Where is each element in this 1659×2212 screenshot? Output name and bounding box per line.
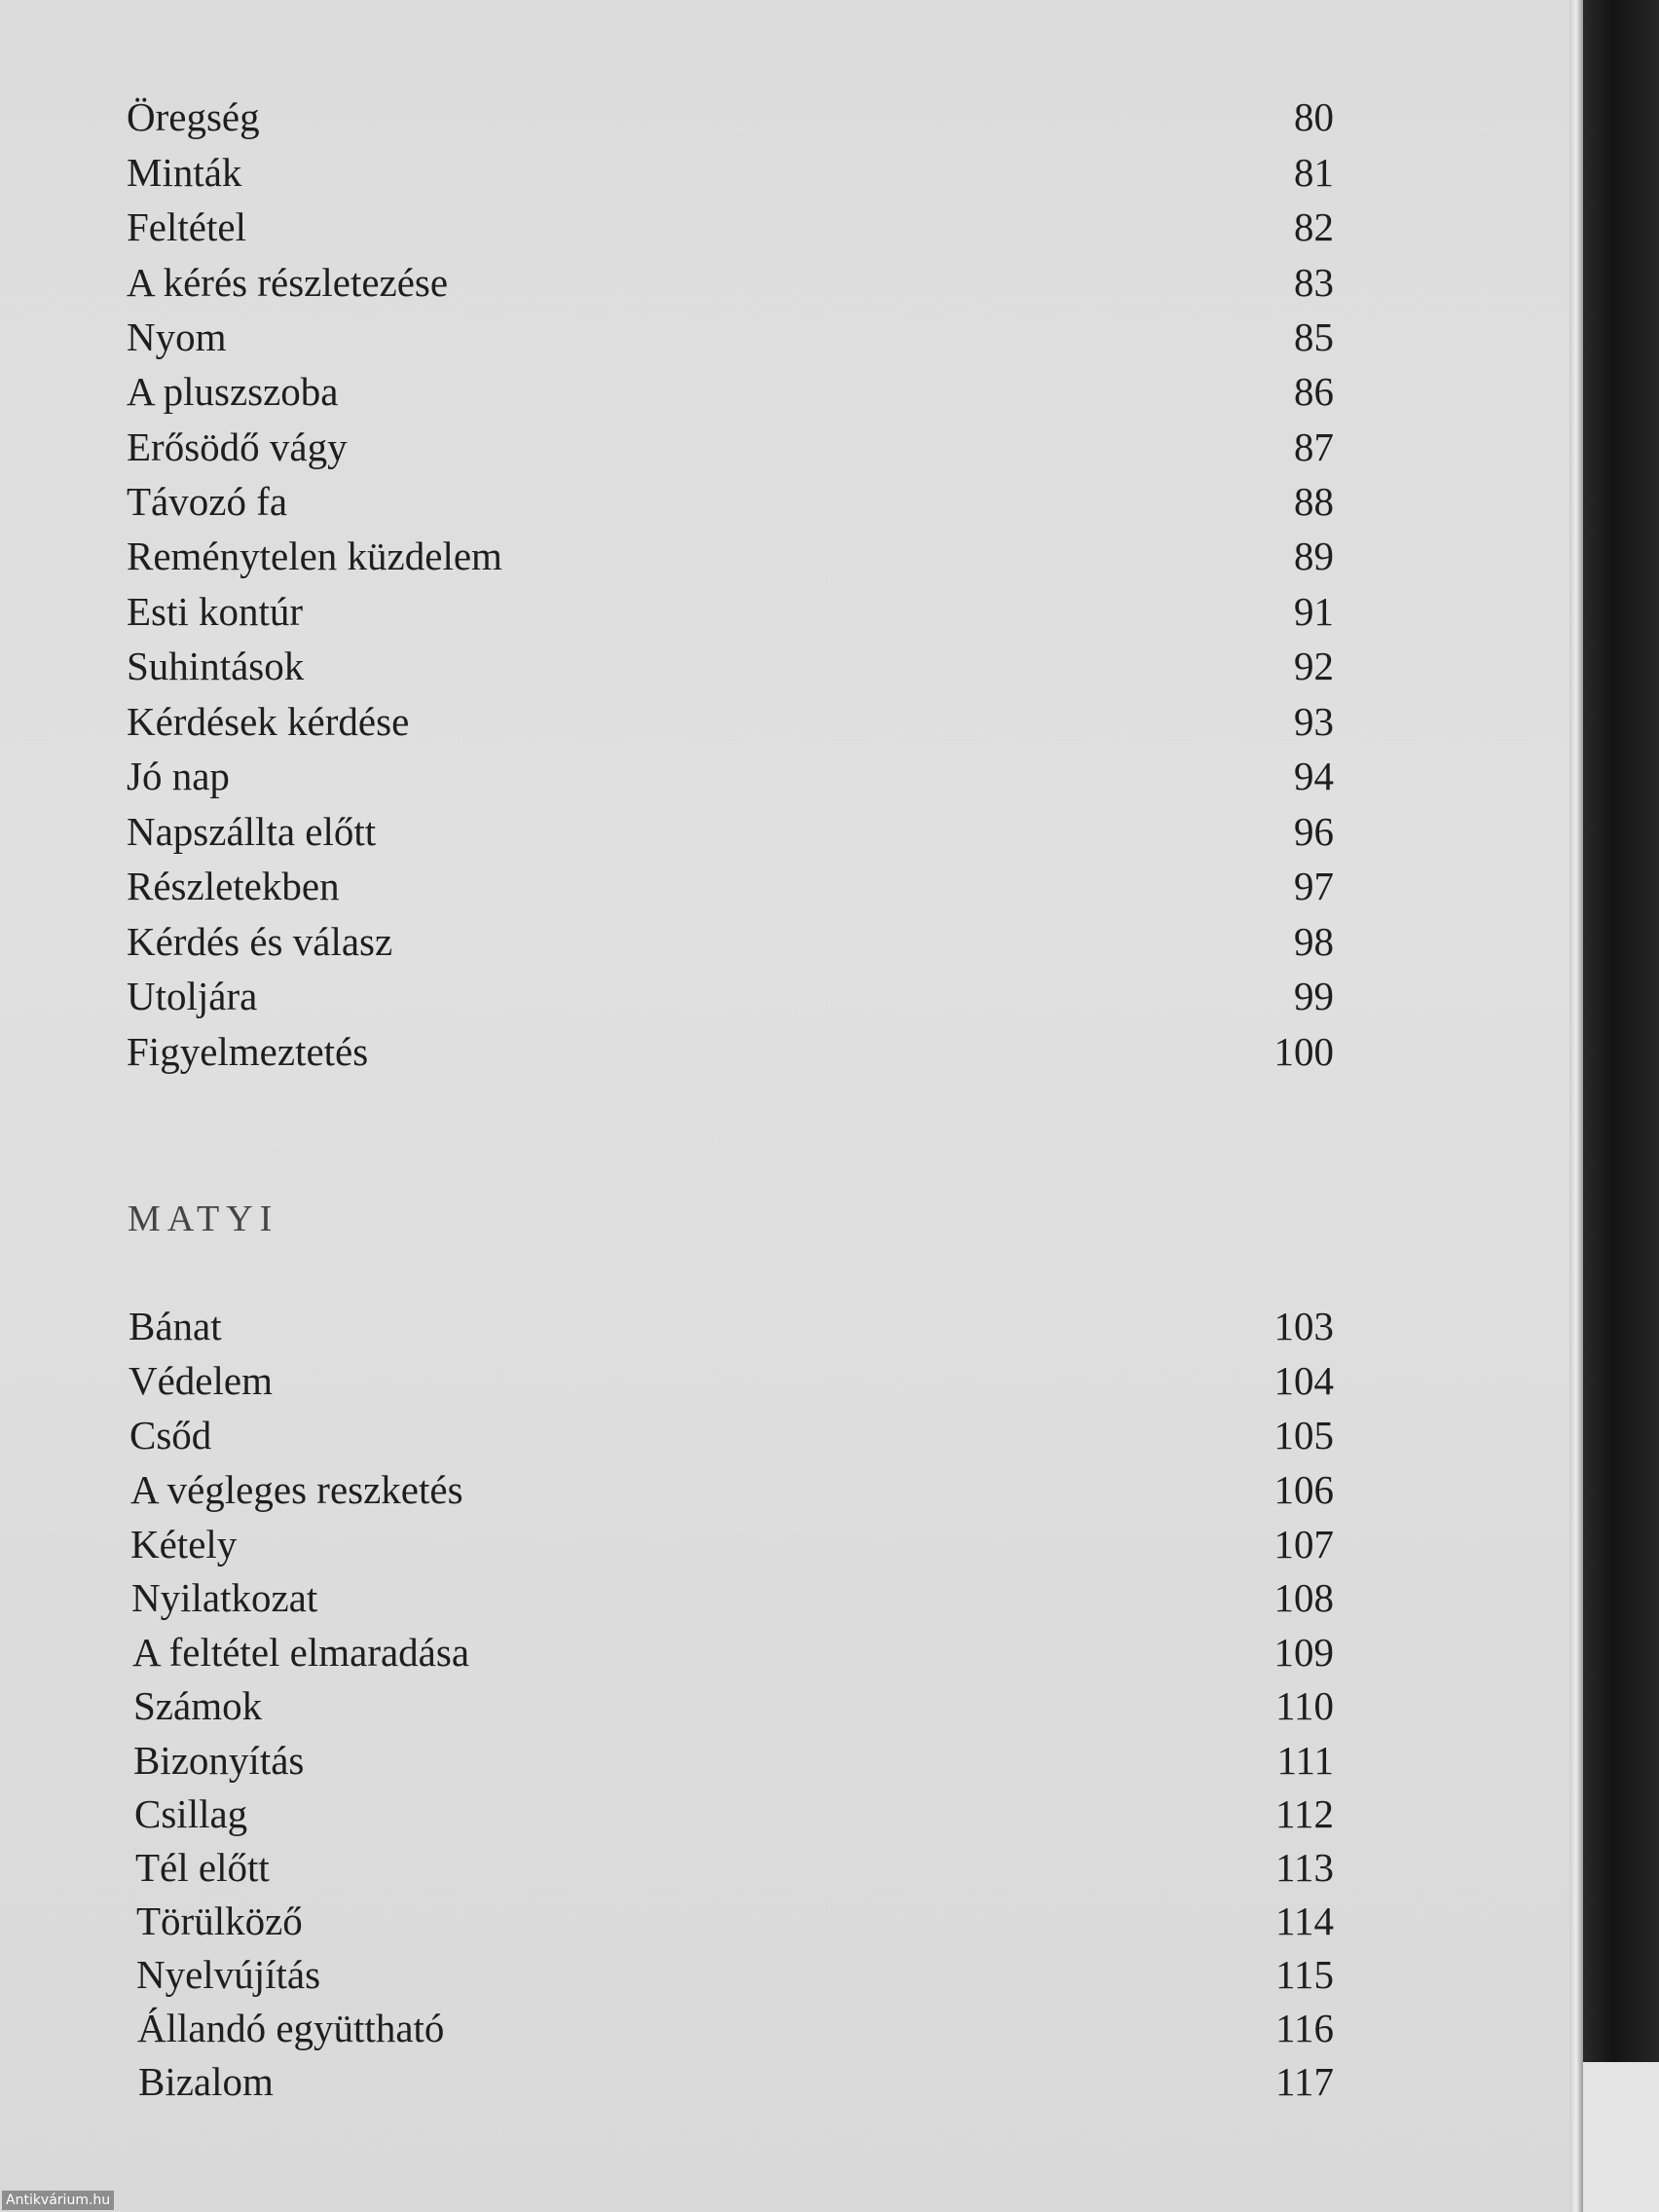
toc-entry-title: Napszállta előtt xyxy=(127,809,377,854)
toc-entry-title: Részletekben xyxy=(127,864,340,908)
toc-entry-page: 89 xyxy=(1294,534,1334,578)
toc-entry xyxy=(127,529,1334,583)
toc-entry-title: Jó nap xyxy=(127,754,230,798)
toc-entry-title: Törülköző xyxy=(136,1899,303,1943)
toc-entry xyxy=(129,1408,1334,1462)
toc-entry-page: 94 xyxy=(1294,754,1334,798)
toc-entry-page: 82 xyxy=(1294,204,1334,249)
toc-entry xyxy=(127,694,1334,749)
toc-entry-title: Bánat xyxy=(129,1304,222,1348)
toc-entry xyxy=(127,749,1334,803)
toc-entry-title: Utoljára xyxy=(127,974,258,1018)
toc-entry-title: A feltétel elmaradása xyxy=(132,1630,470,1675)
toc-entry xyxy=(127,1024,1334,1079)
section-heading: MATYI xyxy=(128,1198,279,1239)
toc-entry-title: Reménytelen küzdelem xyxy=(127,534,502,578)
toc-entry-page: 116 xyxy=(1275,2006,1334,2050)
toc-entry-title: Öregség xyxy=(127,94,260,139)
toc-entry-title: Kétely xyxy=(130,1522,238,1567)
toc-entry-title: Bizonyítás xyxy=(133,1738,305,1783)
toc-entry-page: 98 xyxy=(1294,919,1334,964)
toc-entry-title: Csőd xyxy=(129,1413,212,1457)
toc-entry-page: 83 xyxy=(1294,260,1334,305)
toc-entry-page: 109 xyxy=(1273,1630,1334,1675)
toc-entry xyxy=(127,804,1334,859)
toc-entry-title: Tél előtt xyxy=(135,1845,270,1890)
toc-entry xyxy=(127,969,1334,1023)
toc-entry-page: 91 xyxy=(1294,589,1334,634)
toc-entry-title: Bizalom xyxy=(138,2059,274,2104)
toc-entry-page: 99 xyxy=(1294,974,1334,1018)
toc-entry-page: 87 xyxy=(1294,424,1334,469)
toc-entry-title: A kérés részletezése xyxy=(127,260,449,305)
toc-entry-title: Kérdés és válasz xyxy=(127,919,393,964)
toc-entry xyxy=(136,1947,1334,2002)
toc-entry-title: Kérdések kérdése xyxy=(127,699,410,744)
toc-entry-title: Védelem xyxy=(129,1358,273,1403)
toc-entry xyxy=(138,2054,1334,2109)
toc-entry-title: A pluszszoba xyxy=(127,369,339,414)
toc-entry xyxy=(130,1462,1334,1517)
toc-entry xyxy=(132,1625,1334,1679)
toc-entry-title: Csillag xyxy=(134,1791,248,1836)
toc-entry-page: 81 xyxy=(1294,150,1334,195)
toc-entry-page: 93 xyxy=(1294,699,1334,744)
toc-entry-page: 80 xyxy=(1294,94,1334,139)
toc-entry xyxy=(129,1353,1334,1408)
toc-entry-page: 110 xyxy=(1275,1683,1334,1728)
toc-entry-title: Figyelmeztetés xyxy=(127,1029,369,1074)
toc-entry-page: 108 xyxy=(1273,1575,1334,1620)
toc-entry-page: 100 xyxy=(1273,1029,1334,1074)
toc-entry-page: 107 xyxy=(1273,1522,1334,1567)
toc-entry-page: 114 xyxy=(1275,1899,1334,1943)
toc-entry-page: 92 xyxy=(1294,644,1334,688)
toc-entry-page: 117 xyxy=(1275,2059,1334,2104)
toc-entry xyxy=(127,859,1334,913)
toc-entry-title: Esti kontúr xyxy=(127,589,304,634)
watermark: Antikvárium.hu xyxy=(2,2191,114,2210)
toc-entry-title: Nyom xyxy=(127,314,227,359)
toc-entry-title: Minták xyxy=(127,150,242,195)
toc-entry xyxy=(127,639,1334,693)
toc-entry-page: 85 xyxy=(1294,314,1334,359)
toc-entry-page: 86 xyxy=(1294,369,1334,414)
toc-entry-title: Feltétel xyxy=(127,204,246,249)
toc-entry xyxy=(127,145,1334,200)
toc-entry-title: Távozó fa xyxy=(127,479,288,524)
toc-entry-title: Nyilatkozat xyxy=(131,1575,318,1620)
toc-entry xyxy=(127,420,1334,474)
toc-entry-page: 106 xyxy=(1273,1467,1334,1512)
toc-entry xyxy=(127,474,1334,529)
toc-entry-page: 96 xyxy=(1294,809,1334,854)
toc-entry xyxy=(127,255,1334,310)
toc-entry-page: 111 xyxy=(1276,1738,1334,1783)
toc-entry xyxy=(129,1299,1334,1353)
toc-entry xyxy=(127,584,1334,639)
toc-entry xyxy=(131,1570,1334,1625)
toc-entry xyxy=(133,1733,1334,1788)
toc-entry xyxy=(130,1517,1334,1571)
toc-entry-title: Suhintások xyxy=(127,644,305,688)
toc-entry-page: 113 xyxy=(1275,1845,1334,1890)
toc-entry xyxy=(134,1787,1334,1841)
toc-entry xyxy=(133,1678,1334,1733)
toc-entry-page: 112 xyxy=(1275,1791,1334,1836)
toc-entry-page: 97 xyxy=(1294,864,1334,908)
toc-entry-page: 105 xyxy=(1273,1413,1334,1457)
toc-entry-title: Nyelvújítás xyxy=(136,1952,321,1997)
toc-entry xyxy=(127,200,1334,254)
toc-entry xyxy=(127,90,1334,144)
toc-entry xyxy=(127,364,1334,419)
toc-entry-title: Állandó együttható xyxy=(137,2006,445,2050)
toc-entry xyxy=(136,1894,1334,1948)
toc-entry-page: 104 xyxy=(1273,1358,1334,1403)
toc-entry xyxy=(135,1840,1334,1895)
toc-entry xyxy=(127,310,1334,364)
toc-entry-page: 103 xyxy=(1273,1304,1334,1348)
toc-entry-title: A végleges reszketés xyxy=(130,1467,463,1512)
toc-entry-title: Számok xyxy=(133,1683,263,1728)
toc-entry-title: Erősödő vágy xyxy=(127,424,348,469)
toc-entry-page: 88 xyxy=(1294,479,1334,524)
toc-entry xyxy=(137,2001,1334,2055)
toc-entry xyxy=(127,914,1334,969)
toc-entry-page: 115 xyxy=(1275,1952,1334,1997)
